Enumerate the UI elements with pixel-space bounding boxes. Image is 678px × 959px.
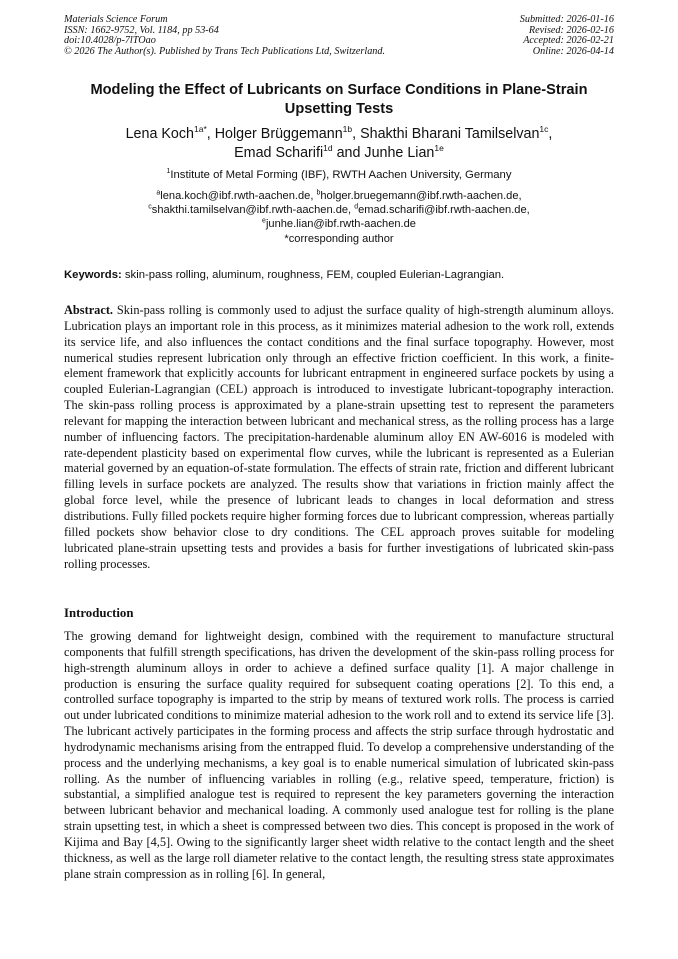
author-and: and [332,145,365,161]
email-line-3 [64,217,614,231]
email-line-2 [64,203,614,217]
author-separator: , [548,126,553,142]
author-line-1 [64,125,614,144]
introduction-paragraph: The growing demand for lightweight design, combined with the requirement to manufacture structural components that fulfill strength specifications, has driven the development of the skin-pass rolling process for high-strength aluminum alloys in order to achieve a defined surface quality [1]. A major challenge in production is ensuring the surface quality required for subsequent coating operations [2]. To this end, a controlled surface topography is imparted to the strip by means of textured work rolls. The process is carried out under lubricated conditions to minimize material adhesion to the work roll and to extend its service life [3]. The lubricant actively participates in the forming process and affects the strip surface through hydrostatic and hydrodynamic mechanisms arising from the entrapped fluid. To develop a comprehensive understanding of the process and the underlying mechanisms, a key goal is to enable numerical simulation of lubricated skin-pass rolling. As the number of influencing variables in rolling (e.g., relative speed, temperature, friction) is substantial, a simplified analogue test is required to represent the key parameters governing the interaction between lubricant behavior and mechanical loading. A commonly used analogue test for rolling is the plane strain upsetting test, in which a sheet is compressed between two dies. This concept is proposed in the work of Kijima and Bay [4,5]. Owing to the significantly larger sheet width relative to the contact length and the sheet thickness, as well as the large roll diameter relative to the contact length, the resulting stress state approximates plane strain compression as in rolling [6]. In general, [64,629,614,881]
author-tamilselvan: Shakthi Bharani Tamilselvan [360,126,540,142]
affiliation [64,168,614,182]
author-brueggemann-sup: 1b [342,124,353,135]
author-separator: , [206,126,215,142]
author-scharifi-sup: 1d [323,143,333,154]
revised-date: Revised: 2026-02-16 [528,24,614,36]
keywords [64,268,614,282]
affiliation-sup: 1 [166,168,171,176]
author-scharifi: Emad Scharifi [234,145,324,161]
abstract-text: Skin-pass rolling is commonly used to adjust the surface quality of high-strength aluminum alloys. Lubrication plays an important role in this process, as it minimizes material adhesion to the work roll, extends its service life, and also influences the contact conditions and the final surface topography. However, most numerical studies represent lubrication only through an effective friction coefficient. In this work, a finite-element framework that explicitly accounts for lubricant entrapment in engineered surface pockets by using a coupled Eulerian-Lagrangian (CEL) approach is introduced to investigate lubricant-topography interaction. The skin-pass rolling process is approximated by a plane-strain upsetting test to represent the parameters relevant for mapping the interaction between lubricant and mechanical stress, as the rolling process has a large number of influencing factors. The precipitation-hardenable aluminum alloy EN AW-6016 is modeled with rate-dependent plasticity based on experimental flow curves, while the lubricant is represented as a Eulerian material governed by an equation-of-state formulation. The effects of strain rate, friction and different lubricant filling levels in surface pockets are analyzed. The results show that variations in friction mainly affect the global force level, while the presence of lubricant leads to changes in local deformation and stress distributions. Fully filled pockets require higher forming forces due to lubricant compression, whereas partially filled pockets show behavior close to dry conditions. The CEL approach proves suitable for modeling lubricated plane-strain upsetting tests and provides a basis for further investigations of lubricated skin-pass rolling processes. [64,303,614,571]
email-scharifi[interactable]: emad.scharifi@ibf.rwth-aachen.de, [358,204,530,217]
publication-dates [520,15,614,57]
email-koch[interactable]: lena.koch@ibf.rwth-aachen.de, [160,190,317,202]
copyright-line: © 2026 The Author(s). Published by Trans Tech Publications Ltd, Switzerland. [64,45,386,57]
email-brueggemann[interactable]: holger.bruegemann@ibf.rwth-aachen.de, [320,190,522,202]
affiliation-text: Institute of Metal Forming (IBF), RWTH Aachen University, Germany [170,169,512,181]
email-tamilselvan[interactable]: shakthi.tamilselvan@ibf.rwth-aachen.de, [151,204,355,217]
paper-title [64,81,614,119]
author-tamilselvan-sup: 1c [539,124,549,135]
email-c-sup: c [148,203,152,211]
running-header [64,15,614,57]
author-line-2 [64,144,614,163]
author-brueggemann: Holger Brüggemann [214,126,343,142]
author-separator: , [352,126,361,142]
issn-line: ISSN: 1662-9752, Vol. 1184, pp 53-64 [64,24,219,36]
section-heading-introduction: Introduction [64,606,134,620]
title-line-1: Modeling the Effect of Lubricants on Surface Conditions in Plane-Strain [90,82,588,98]
email-a-sup: a [156,189,161,197]
online-date: Online: 2026-04-14 [532,45,614,57]
journal-info [64,15,385,57]
email-d-sup: d [354,203,359,211]
title-line-2: Upsetting Tests [284,101,394,117]
accepted-date: Accepted: 2026-02-21 [523,35,614,47]
author-koch-sup: 1a* [193,124,207,135]
email-b-sup: b [316,189,321,197]
keywords-text: skin-pass rolling, aluminum, roughness, FEM, coupled Eulerian-Lagrangian. [121,269,505,281]
doi-line[interactable]: doi:10.4028/p-7lTOao [64,35,156,47]
email-e-sup: e [262,217,266,225]
journal-name: Materials Science Forum [64,14,168,25]
author-lian-sup: 1e [434,143,444,154]
abstract-label: Abstract. [64,303,114,317]
corresponding-author-note: *corresponding author [284,232,394,245]
keywords-label: Keywords: [64,269,122,281]
author-list [64,125,614,163]
email-lian[interactable]: junhe.lian@ibf.rwth-aachen.de [265,218,416,231]
email-line-1 [64,189,614,203]
submitted-date: Submitted: 2026-01-16 [519,14,614,25]
author-koch: Lena Koch [125,126,194,142]
email-list [64,189,614,246]
author-lian: Junhe Lian [364,145,435,161]
abstract [64,303,614,572]
